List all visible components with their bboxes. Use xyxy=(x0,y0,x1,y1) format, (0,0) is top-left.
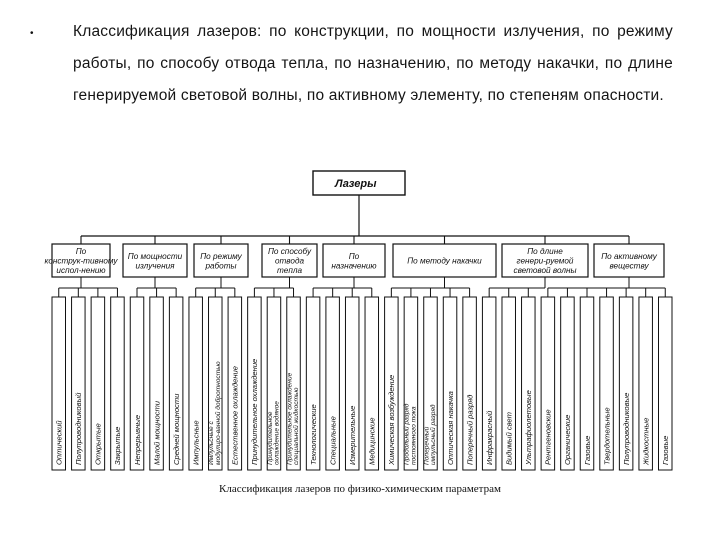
leaf-label: Твердотельные xyxy=(602,407,612,465)
leaf-label: импульсный разряд xyxy=(430,404,438,465)
leaf-label: модулиро-ванной добротностью xyxy=(214,361,222,465)
category-boxes xyxy=(44,244,664,277)
category-label: По режиму xyxy=(200,251,242,261)
leaf-label: Импульсные с xyxy=(208,421,216,465)
category-label: По длине xyxy=(527,247,563,256)
category-label: световой волны xyxy=(513,266,577,275)
leaf-label: Закрытые xyxy=(113,426,123,465)
leaf-label: специальной жидкостью xyxy=(293,387,301,465)
leaf-label: Средней мощности xyxy=(171,393,181,465)
leaf-label: Специальные xyxy=(328,416,338,465)
intro-paragraph: Классификация лазеров: по конструкции, по мощности излучения, по режиму работы, по способу отвода тепла, по назначению, по методу накачки, по длине генерируемой световой волны, по активному элементу, по степеням опасности. xyxy=(73,23,673,104)
leaf-label: Поперечный разряд xyxy=(465,394,475,465)
category-label: По xyxy=(348,251,360,261)
leaf-label: Ультрафиолетовые xyxy=(524,390,534,465)
leaf-label: постоянного тока xyxy=(410,406,418,465)
leaf-label: охлаждение водяное xyxy=(273,401,281,465)
leaf-label: Продольный разряд xyxy=(403,403,411,465)
leaf-label: Непрерывные xyxy=(132,414,142,465)
category-label: отвода xyxy=(274,256,305,266)
leaf-label: Измерительные xyxy=(348,405,358,465)
leaf-label: Газовые xyxy=(582,435,592,465)
leaf-label: Жидкостные xyxy=(641,417,651,465)
leaf-label: Естественное охлаждение xyxy=(230,365,240,465)
leaf-label: Поперечный xyxy=(423,426,431,465)
leaf-label: Импульсные xyxy=(191,420,201,465)
category-label: По активному xyxy=(601,251,657,261)
category-label: испол-нению xyxy=(56,266,106,275)
leaf-label: Органические xyxy=(563,414,573,465)
category-label: назначению xyxy=(331,261,377,271)
leaf-label: Полупроводниковые xyxy=(621,392,631,465)
leaf-label: Инфракрасный xyxy=(484,410,494,465)
leaf-label: Полупроводниковый xyxy=(74,392,84,465)
category-label: работы xyxy=(205,261,237,271)
category-label: По методу накачки xyxy=(407,256,482,266)
leaf-label: Медицинские xyxy=(367,417,377,465)
category-label: тепла xyxy=(276,266,303,275)
category-label: По мощности xyxy=(127,251,183,261)
leaf-label: Оптическая накачка xyxy=(445,391,455,465)
category-label: По xyxy=(75,247,87,256)
category-label: веществу xyxy=(609,261,649,271)
leaf-label: Открытые xyxy=(93,423,103,465)
leaf-label: Принудительное охлаждение xyxy=(286,372,294,465)
figure-caption: Классификация лазеров по физико-химическим параметрам xyxy=(219,483,501,495)
category-label: конструк-тивному xyxy=(44,256,118,266)
category-label: генери-руемой xyxy=(516,256,574,266)
leaf-label: Технологические xyxy=(308,404,318,465)
leaf-boxes xyxy=(52,297,672,470)
leaf-label: Видимый свет xyxy=(504,412,514,465)
category-label: излучения xyxy=(135,261,175,271)
leaf-label: Химическая возбуждение xyxy=(387,374,397,465)
category-label: По способу xyxy=(267,247,312,256)
leaf-label: Принудительное охлаждение xyxy=(250,358,260,465)
leaf-label: Газовые xyxy=(661,435,671,465)
leaf-label: Оптический xyxy=(54,420,64,465)
leaf-label: Принудительное xyxy=(266,411,274,465)
root-label: Лазеры xyxy=(335,178,377,190)
leaf-label: Рентгеновские xyxy=(543,409,553,465)
bullet-marker: • xyxy=(30,28,34,39)
leaf-label: Малой мощности xyxy=(152,400,162,465)
